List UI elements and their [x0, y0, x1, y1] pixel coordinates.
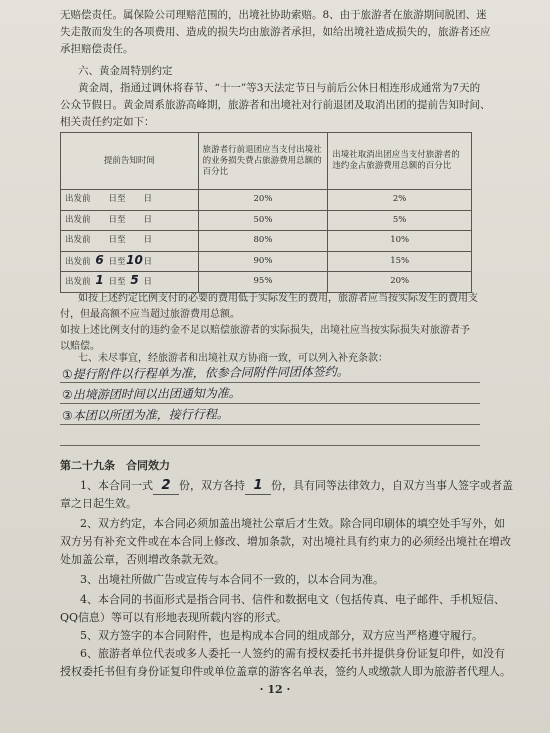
article-29-line-1-c: 份，具有同等法律效力，自双方当事人签字或者盖: [271, 479, 513, 492]
row-end: 日: [143, 235, 153, 246]
article-29-line-6: 3、出境社所做广告或宣传与本合同不一致的，以本合同为准。: [80, 573, 384, 586]
row-end: 日: [143, 194, 153, 205]
row-mid: 日至: [108, 214, 126, 225]
handwritten-clause-2: ②出境游团时间以出团通知为准。: [61, 386, 241, 402]
fill-line-3: [60, 424, 480, 425]
article-29-line-10: 6、旅游者单位代表或多人委托一人签约的需有授权委托书并提供身份证复印件，如没有: [80, 647, 505, 660]
row-agency-percent: 10%: [328, 231, 472, 252]
row-prefix: 出发前: [65, 194, 91, 205]
row-prefix: 出发前: [65, 214, 91, 225]
row-tourist-percent: 80%: [198, 231, 328, 252]
handwritten-clause-1: ①提行附件以行程单为准，依参合同附件同团体签约。: [61, 364, 349, 382]
section-6-line-1: 黄金周，指通过调休将春节、“十一”等3天法定节日与前后公休日相连形成通常为7天的: [78, 82, 481, 94]
article-29-line-4: 双方另有补充文件或在本合同上修改、增加条款，对出境社具有约束力的必须经出境社在增改: [60, 535, 511, 548]
row-tourist-percent: 90%: [198, 251, 328, 272]
top-paragraph-line-1: 无赔偿责任。属保险公司理赔范围的，出境社协助索赔。8、由于旅游者在旅游期间脱团、迷: [60, 9, 487, 21]
article-29-title: 第二十九条 合同效力: [60, 459, 170, 472]
article-29-line-1: [80, 478, 513, 495]
article-29-line-2: 章之日起生效。: [60, 497, 137, 510]
header-notice-time: 提前告知时间: [61, 133, 199, 190]
header-agency-penalty: 出境社取消出团应当支付旅游者的违约金占旅游费用总额的百分比: [328, 133, 472, 190]
row-end: 日: [143, 214, 153, 225]
article-29-line-11: 授权委托书但有身份证复印件或单位盖章的游客名单表，签约人或缴款人即为旅游者代理人。: [60, 665, 511, 678]
article-29-line-3: 2、双方约定，本合同必须加盖出境社公章后才生效。除合同印刷体的填空处手写外，如: [80, 517, 505, 530]
article-29-line-1-b: 份，双方各持: [179, 479, 245, 492]
fill-line-2: [60, 403, 480, 404]
row-tourist-percent: 20%: [198, 190, 328, 211]
table-header-row: [61, 133, 472, 190]
row-agency-percent: 5%: [328, 210, 472, 231]
header-tourist-fee: 旅游者行前退团应当支付出境社的业务损失费占旅游费用总额的百分比: [198, 133, 328, 190]
row-end: 日: [143, 277, 153, 288]
article-29-line-5: 处加盖公章，否则增改条款无效。: [60, 553, 225, 566]
after-table-line-3: 如按上述比例支付的违约金不足以赔偿旅游者的实际损失，出境社应当按实际损失对旅游者予: [60, 325, 470, 336]
article-29-line-1-a: 1、本合同一式: [80, 479, 153, 492]
row-prefix: 出发前: [65, 277, 91, 288]
section-6-title: 六、黄金周特别约定: [78, 65, 173, 77]
article-29-line-8: QQ信息）等可以有形地表现所载内容的形式。: [60, 611, 288, 624]
row-prefix: 出发前: [65, 256, 91, 267]
row-agency-percent: 20%: [328, 272, 472, 293]
article-29-line-7: 4、本合同的书面形式是指合同书、信件和数据电文（包括传真、电子邮件、手机短信、: [80, 593, 505, 606]
copies-each: 1: [245, 478, 271, 495]
table-row: [61, 210, 472, 231]
table-row: [61, 231, 472, 252]
row-day-from: 1: [95, 273, 104, 288]
row-mid: 日至: [108, 277, 126, 288]
table-row: [61, 190, 472, 211]
copies-total: 2: [153, 478, 179, 495]
after-table-line-2: 付，但最高额不应当超过旅游费用总额。: [60, 309, 240, 320]
table-row: [61, 272, 472, 293]
fill-line-4: [60, 445, 480, 446]
row-end: 日: [143, 256, 153, 267]
row-mid: 日至: [108, 194, 126, 205]
row-agency-percent: 2%: [328, 190, 472, 211]
after-table-line-4: 以赔偿。: [60, 341, 100, 352]
article-29-line-9: 5、双方签字的本合同附件，也是构成本合同的组成部分，双方应当严格遵守履行。: [80, 629, 483, 642]
table-row: [61, 251, 472, 272]
row-mid: 日至: [108, 256, 126, 267]
golden-week-table: [60, 132, 472, 293]
top-paragraph-line-3: 承担赔偿责任。: [60, 43, 134, 55]
row-mid: 日至: [108, 235, 126, 246]
section-6-line-3: 相关责任约定如下：: [60, 116, 155, 128]
section-7-title: 七、未尽事宜，经旅游者和出境社双方协商一致，可以列入补充条款：: [78, 353, 388, 364]
row-day-to: 10: [126, 252, 143, 267]
section-6-line-2: 公众节假日。黄金周系旅游高峰期，旅游者和出境社对行前退团及取消出团的提前告知时间、: [60, 99, 491, 111]
row-day-to: 5: [130, 273, 139, 288]
row-prefix: 出发前: [65, 235, 91, 246]
after-table-line-1: 如按上述约定比例支付的必要的费用低于实际发生的费用，旅游者应当按实际发生的费用支: [78, 293, 478, 304]
handwritten-clause-3: ③本团以所团为准，接行行程。: [61, 407, 229, 423]
fill-line-1: [60, 382, 480, 383]
page-number: · 12 ·: [259, 683, 291, 696]
row-agency-percent: 15%: [328, 251, 472, 272]
row-tourist-percent: 95%: [198, 272, 328, 293]
row-tourist-percent: 50%: [198, 210, 328, 231]
top-paragraph-line-2: 失走散而发生的各项费用、造成的损失均由旅游者承担，如给出境社造成损失的，旅游者还应: [60, 26, 491, 38]
row-day-from: 6: [95, 252, 104, 267]
